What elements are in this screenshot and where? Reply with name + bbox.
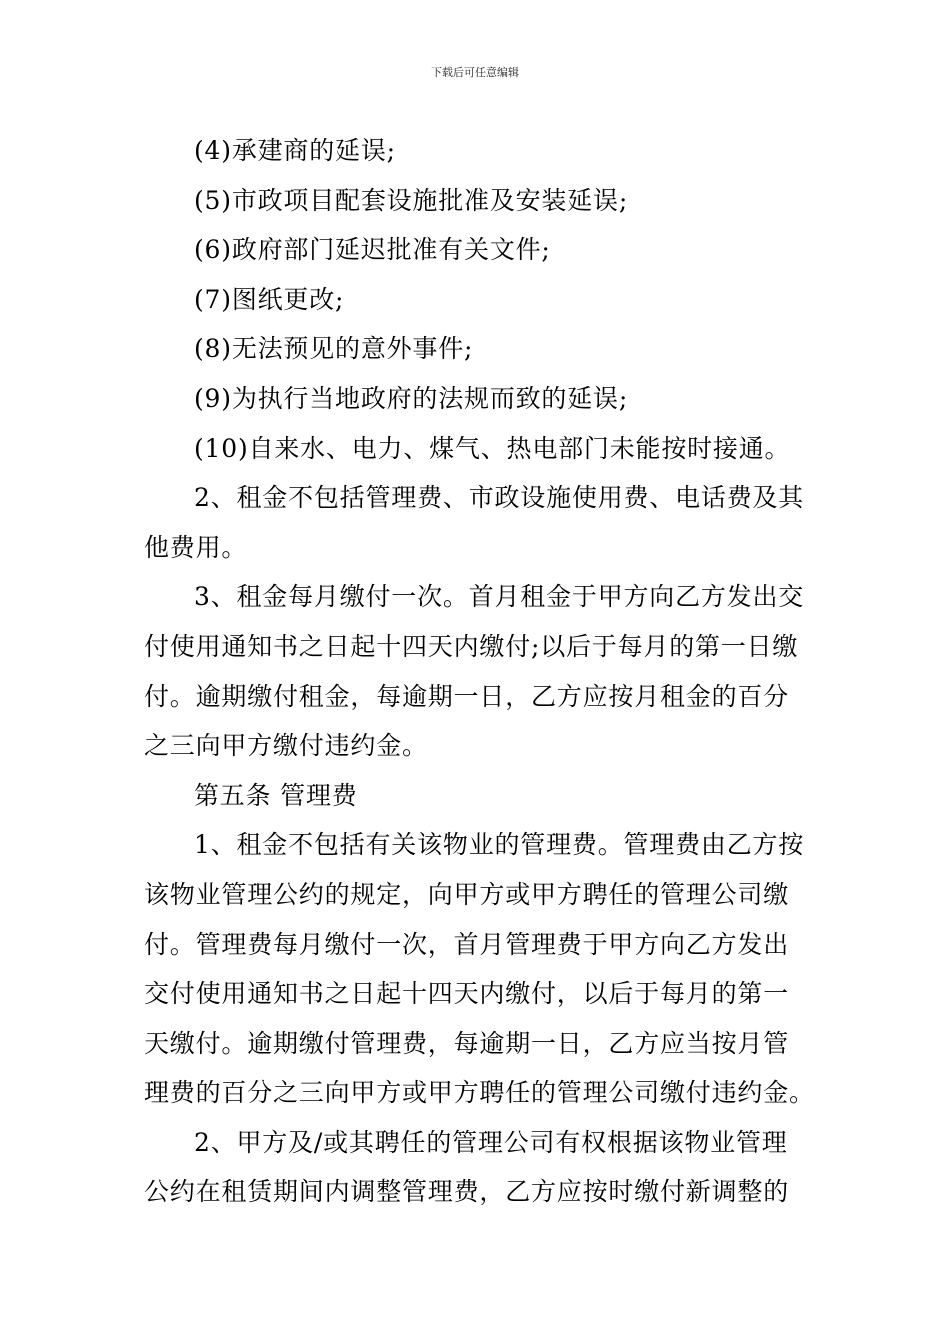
paragraph-line: 公约在租赁期间内调整管理费，乙方应按时缴付新调整的 bbox=[144, 1177, 790, 1207]
paragraph-line: 他费用。 bbox=[144, 532, 248, 562]
paragraph-line: 该物业管理公约的规定，向甲方或甲方聘任的管理公司缴 bbox=[144, 879, 790, 909]
list-item-5: (5)市政项目配套设施批准及安装延误; bbox=[194, 185, 629, 215]
list-item-8: (8)无法预见的意外事件; bbox=[194, 334, 474, 364]
paragraph-line: 理费的百分之三向甲方或甲方聘任的管理公司缴付违约金。 bbox=[144, 1078, 815, 1108]
paragraph-line: 3、租金每月缴付一次。首月租金于甲方向乙方发出交 bbox=[194, 582, 805, 612]
list-item-6: (6)政府部门延迟批准有关文件; bbox=[194, 235, 551, 265]
paragraph-line: 天缴付。逾期缴付管理费，每逾期一日，乙方应当按月管 bbox=[144, 1028, 790, 1058]
paragraph-line: 付。管理费每月缴付一次，首月管理费于甲方向乙方发出 bbox=[144, 929, 790, 959]
list-item-7: (7)图纸更改; bbox=[194, 284, 345, 314]
document-body bbox=[144, 126, 815, 1217]
page-header: 下载后可任意编辑 bbox=[431, 66, 519, 79]
paragraph-line: 2、租金不包括管理费、市政设施使用费、电话费及其 bbox=[194, 483, 805, 513]
paragraph-line: 2、甲方及/或其聘任的管理公司有权根据该物业管理 bbox=[194, 1127, 788, 1157]
paragraph-line: 付使用通知书之日起十四天内缴付;以后于每月的第一日缴 bbox=[144, 631, 799, 661]
list-item-9: (9)为执行当地政府的法规而致的延误; bbox=[194, 383, 629, 413]
paragraph-line: 1、租金不包括有关该物业的管理费。管理费由乙方按 bbox=[194, 830, 805, 860]
section-heading: 第五条 管理费 bbox=[194, 780, 358, 810]
list-item-10: (10)自来水、电力、煤气、热电部门未能按时接通。 bbox=[194, 433, 791, 463]
paragraph-line: 交付使用通知书之日起十四天内缴付，以后于每月的第一 bbox=[144, 979, 790, 1009]
list-item-4: (4)承建商的延误; bbox=[194, 136, 396, 165]
paragraph-line: 之三向甲方缴付违约金。 bbox=[144, 731, 428, 761]
paragraph-line: 付。逾期缴付租金，每逾期一日，乙方应按月租金的百分 bbox=[144, 681, 790, 711]
